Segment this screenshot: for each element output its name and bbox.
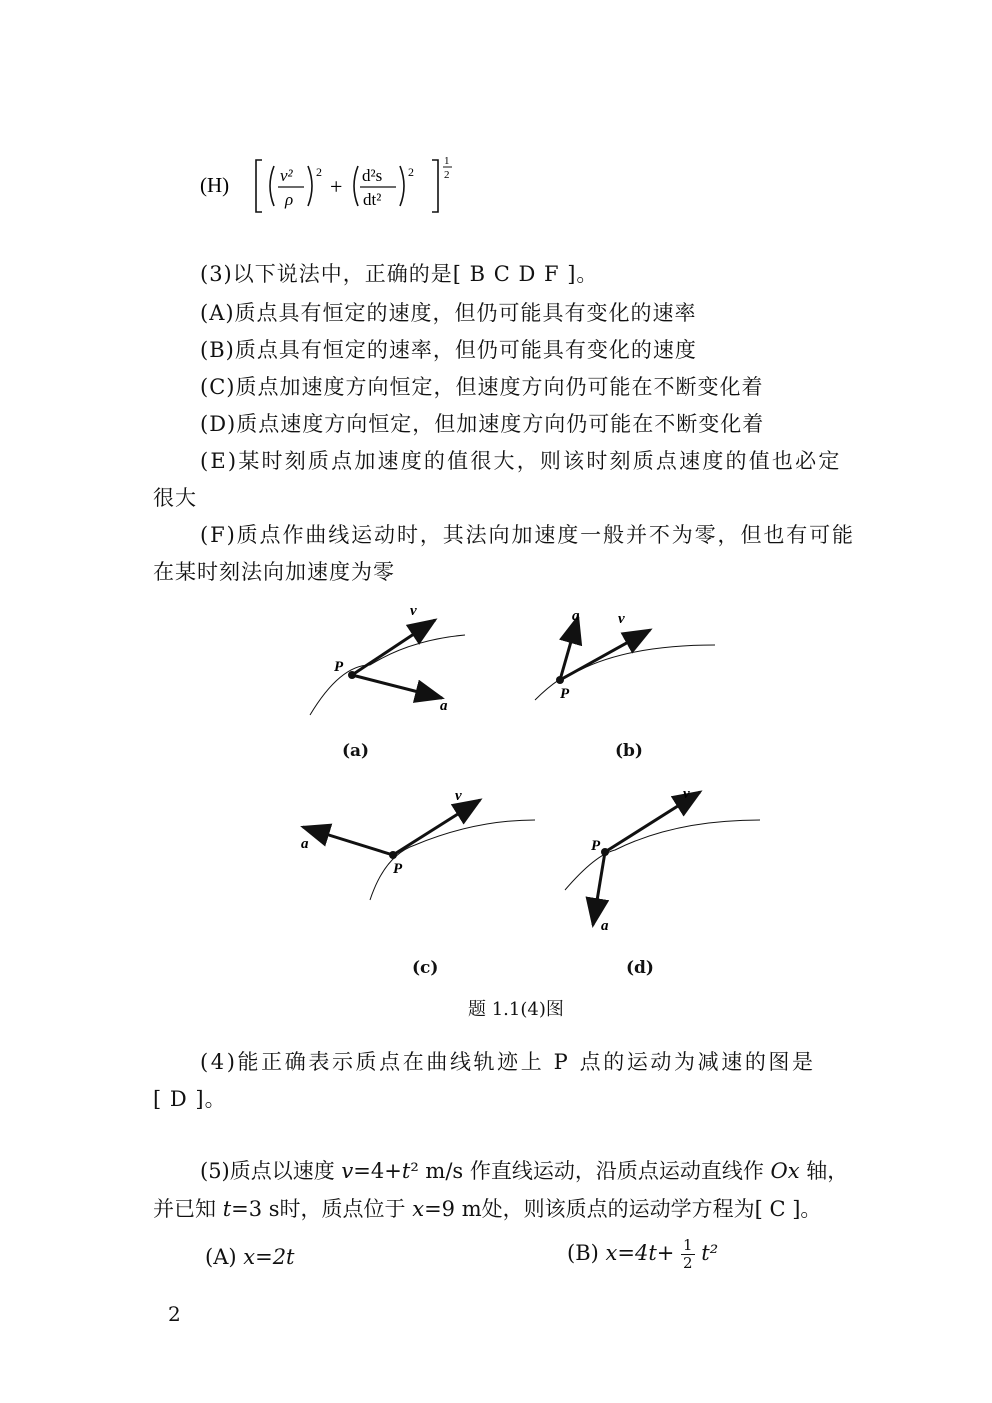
- acceleration-label: a: [601, 918, 609, 934]
- figure-panel-a: [290, 595, 470, 725]
- acceleration-label: a: [301, 836, 309, 852]
- q5-option-b: (B) x=4t+ $\frac{1}{2}$ t²: [567, 1236, 719, 1272]
- frac1-den: ρ: [285, 190, 294, 209]
- figure-caption: 题 1.1(4)图: [468, 999, 564, 1020]
- q3-option-f-line1: (F)质点作曲线运动时，其法向加速度一般并不为零，但也有可能: [200, 523, 855, 547]
- svg-text:1: 1: [444, 155, 450, 167]
- svg-text:2: 2: [316, 165, 322, 179]
- q3-option-a: (A)质点具有恒定的速度，但仍可能具有变化的速率: [200, 301, 697, 325]
- q4-line1: (4)能正确表示质点在曲线轨迹上 P 点的运动为减速的图是: [200, 1050, 816, 1074]
- fraction-one-half: $\frac{1}{2}$: [683, 1236, 693, 1272]
- option-h-label: (H): [200, 173, 230, 197]
- q3-option-e-line2: 很大: [153, 486, 197, 510]
- frac2-num: d²s: [362, 166, 383, 185]
- acceleration-label: a: [440, 698, 448, 714]
- figure-panel-c: [285, 775, 545, 905]
- figure-panel-b: [520, 595, 720, 705]
- svg-text:+: +: [330, 174, 343, 199]
- q3-option-f-line2: 在某时刻法向加速度为零: [153, 560, 395, 584]
- panel-d-label: (d): [626, 958, 654, 978]
- q3-option-d: (D)质点速度方向恒定，但加速度方向仍可能在不断变化着: [200, 412, 765, 436]
- q3-option-b: (B)质点具有恒定的速率，但仍可能具有变化的速度: [200, 338, 697, 362]
- q5-line2: 并已知 t=3 s时，质点位于 x=9 m处，则该质点的运动学方程为[ C ]。: [153, 1197, 822, 1221]
- page-number: 2: [168, 1302, 181, 1326]
- q5-line1: (5)质点以速度 v=4+t² m/s 作直线运动，沿质点运动直线作 Ox 轴，: [200, 1159, 849, 1183]
- figure-panel-d: [555, 780, 765, 940]
- svg-text:2: 2: [444, 169, 450, 181]
- point-label: P: [334, 659, 344, 675]
- velocity-label: v: [618, 611, 625, 627]
- panel-c-label: (c): [412, 958, 439, 978]
- q4-line2: [ D ]。: [153, 1087, 227, 1111]
- frac1-num: v²: [280, 166, 293, 185]
- q5-option-a: [205, 1245, 295, 1269]
- q5-option-a-label: (A): [205, 1245, 237, 1269]
- point-label: P: [560, 686, 570, 702]
- velocity-label: v: [683, 786, 690, 802]
- acceleration-label: a: [572, 608, 580, 624]
- point-label: P: [591, 838, 601, 854]
- point-label: P: [393, 861, 403, 877]
- svg-text:2: 2: [408, 165, 414, 179]
- velocity-label: v: [455, 788, 462, 804]
- q3-option-e-line1: (E)某时刻质点加速度的值很大，则该时刻质点速度的值也必定: [200, 449, 842, 473]
- q5-option-b-label: (B): [567, 1241, 599, 1265]
- panel-a-label: (a): [342, 741, 370, 761]
- frac2-den: dt²: [363, 190, 382, 209]
- option-h-formula: [200, 150, 520, 230]
- velocity-label: v: [410, 603, 417, 619]
- q3-stem: (3)以下说法中，正确的是[ B C D F ]。: [200, 262, 599, 286]
- q3-option-c: (C)质点加速度方向恒定，但速度方向仍可能在不断变化着: [200, 375, 764, 399]
- formula-h: [200, 150, 520, 230]
- panel-b-label: (b): [615, 741, 643, 761]
- q5-option-a-formula: x=2t: [243, 1245, 295, 1269]
